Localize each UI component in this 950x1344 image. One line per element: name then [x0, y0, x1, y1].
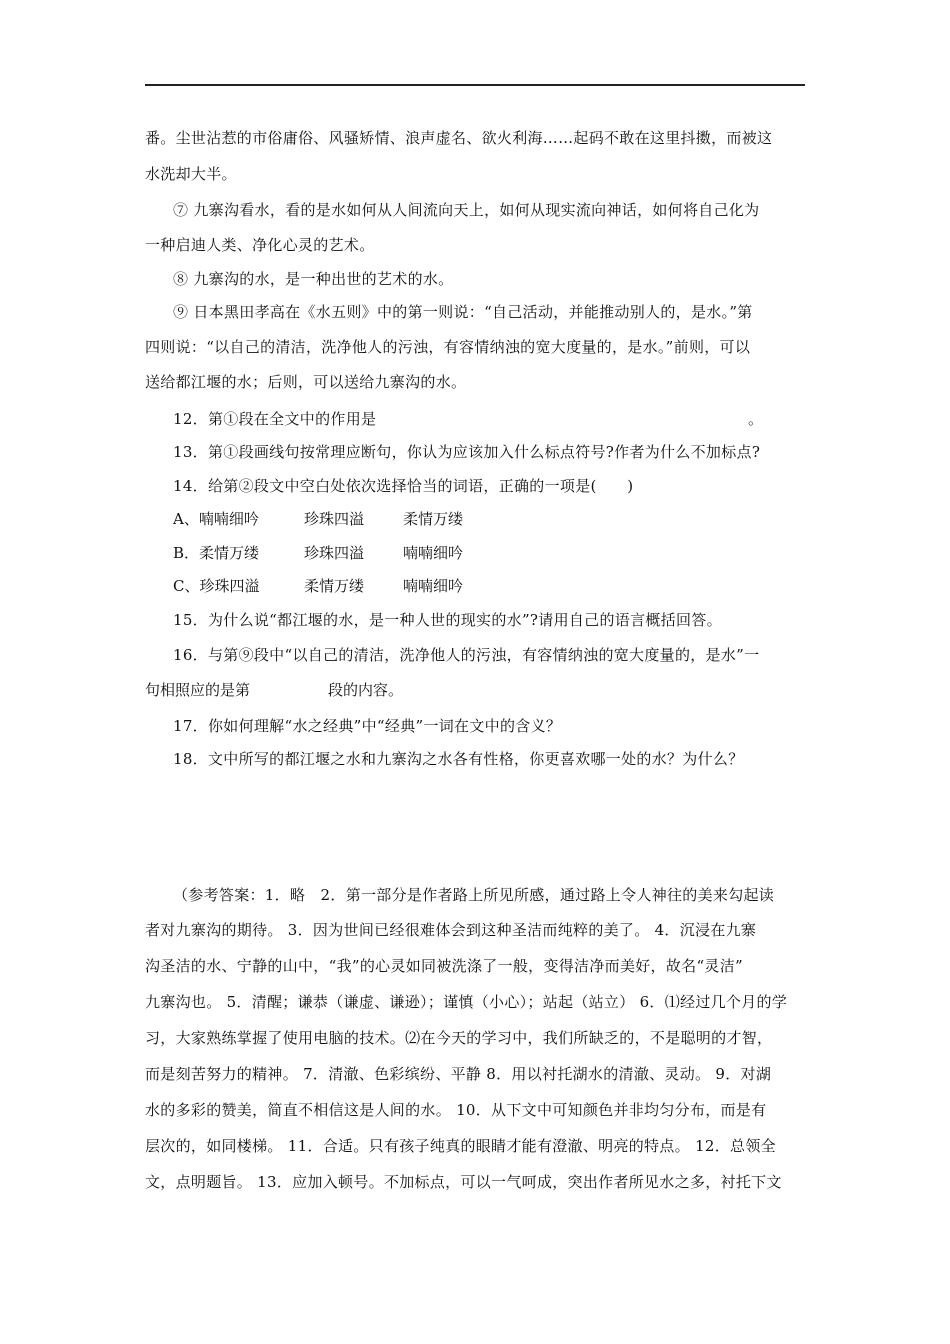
- option-c-1: C、珍珠四溢: [173, 577, 260, 595]
- question-18: 18．文中所写的都江堰之水和九寨沟之水各有性格，你更喜欢哪一处的水？为什么？: [173, 750, 744, 768]
- answer-line: 九寨沟也。 5．清醒；谦恭（谦虚、谦逊）；谨慎（小心）；站起（站立） 6．⑴经过几个月的学: [145, 993, 788, 1011]
- question-13: 13．第①段画线句按常理应断句，你认为应该加入什么标点符号?作者为什么不加标点?: [173, 443, 761, 461]
- passage-line: 水洗却大半。: [145, 165, 237, 183]
- paragraph-8: ⑧ 九寨沟的水，是一种出世的艺术的水。: [173, 270, 454, 288]
- answer-line: 水的多彩的赞美，简直不相信这是人间的水。 10．从下文中可知颜色并非均匀分布，而是有: [145, 1101, 767, 1119]
- option-a-2: 珍珠四溢: [304, 510, 365, 528]
- answer-line: 层次的，如同楼梯。 11．合适。只有孩子纯真的眼睛才能有澄澈、明亮的特点。 12．总领全: [145, 1137, 776, 1155]
- paragraph-9-cont: 送给都江堰的水；后则，可以送给九寨沟的水。: [145, 373, 467, 391]
- answer-line: 习，大家熟练掌握了使用电脑的技术。⑵在今天的学习中，我们所缺乏的，不是聪明的才智，: [145, 1029, 773, 1047]
- option-a-3: 柔情万缕: [403, 510, 464, 528]
- paragraph-9-cont: 四则说：“以自己的清洁，洗净他人的污浊，有容情纳浊的宽大度量的，是水。”前则，可以: [145, 338, 751, 356]
- option-c-3: 喃喃细吟: [403, 577, 464, 595]
- header-rule: [145, 84, 805, 86]
- option-b-1: B．柔情万缕: [173, 544, 260, 562]
- answer-line: （参考答案：1．略 2．第一部分是作者路上所见所感，通过路上令人神往的美来勾起读: [173, 886, 775, 904]
- passage-line: 番。尘世沾惹的市俗庸俗、风骚矫情、浪声虚名、欲火利海……起码不敢在这里抖擞，而被这: [145, 129, 773, 147]
- paragraph-7: ⑦ 九寨沟看水，看的是水如何从人间流向天上，如何从现实流向神话，如何将自己化为: [173, 201, 760, 219]
- option-a-1: A、喃喃细吟: [173, 510, 259, 528]
- question-17: 17．你如何理解“水之经典”中“经典”一词在文中的含义？: [173, 717, 562, 735]
- option-b-3: 喃喃细吟: [403, 544, 464, 562]
- answer-line: 者对九寨沟的期待。 3．因为世间已经很难体会到这种圣洁而纯粹的美了。 4．沉浸在九寨: [145, 921, 757, 939]
- question-16: 16．与第⑨段中“以自己的清洁，洗净他人的污浊，有容情纳浊的宽大度量的，是水”一: [173, 646, 760, 664]
- answer-line: 而是刻苦努力的精神。 7．清澈、色彩缤纷、平静 8．用以衬托湖水的清澈、灵动。 9．对湖: [145, 1065, 772, 1083]
- paragraph-7-cont: 一种启迪人类、净化心灵的艺术。: [145, 236, 375, 254]
- option-b-2: 珍珠四溢: [304, 544, 365, 562]
- question-15: 15．为什么说“都江堰的水，是一种人世的现实的水”?请用自己的语言概括回答。: [173, 611, 722, 629]
- option-c-2: 柔情万缕: [304, 577, 365, 595]
- question-14: 14．给第②段文中空白处依次选择恰当的词语，正确的一项是( ): [173, 477, 634, 495]
- question-16-cont: 句相照应的是第: [145, 681, 251, 699]
- answer-line: 沟圣洁的水、宁静的山中，“我”的心灵如同被洗涤了一般，变得洁净而美好，故名“灵洁”: [145, 957, 743, 975]
- answer-line: 文，点明题旨。 13．应加入顿号。不加标点，可以一气呵成，突出作者所见水之多，衬托下文: [145, 1173, 782, 1191]
- question-12-end: 。: [748, 410, 764, 428]
- paragraph-9: ⑨ 日本黑田孝高在《水五则》中的第一则说：“自己活动，并能推动别人的，是水。”第: [173, 303, 753, 321]
- question-12: 12．第①段在全文中的作用是: [173, 410, 377, 428]
- question-16-cont-end: 段的内容。: [328, 681, 404, 699]
